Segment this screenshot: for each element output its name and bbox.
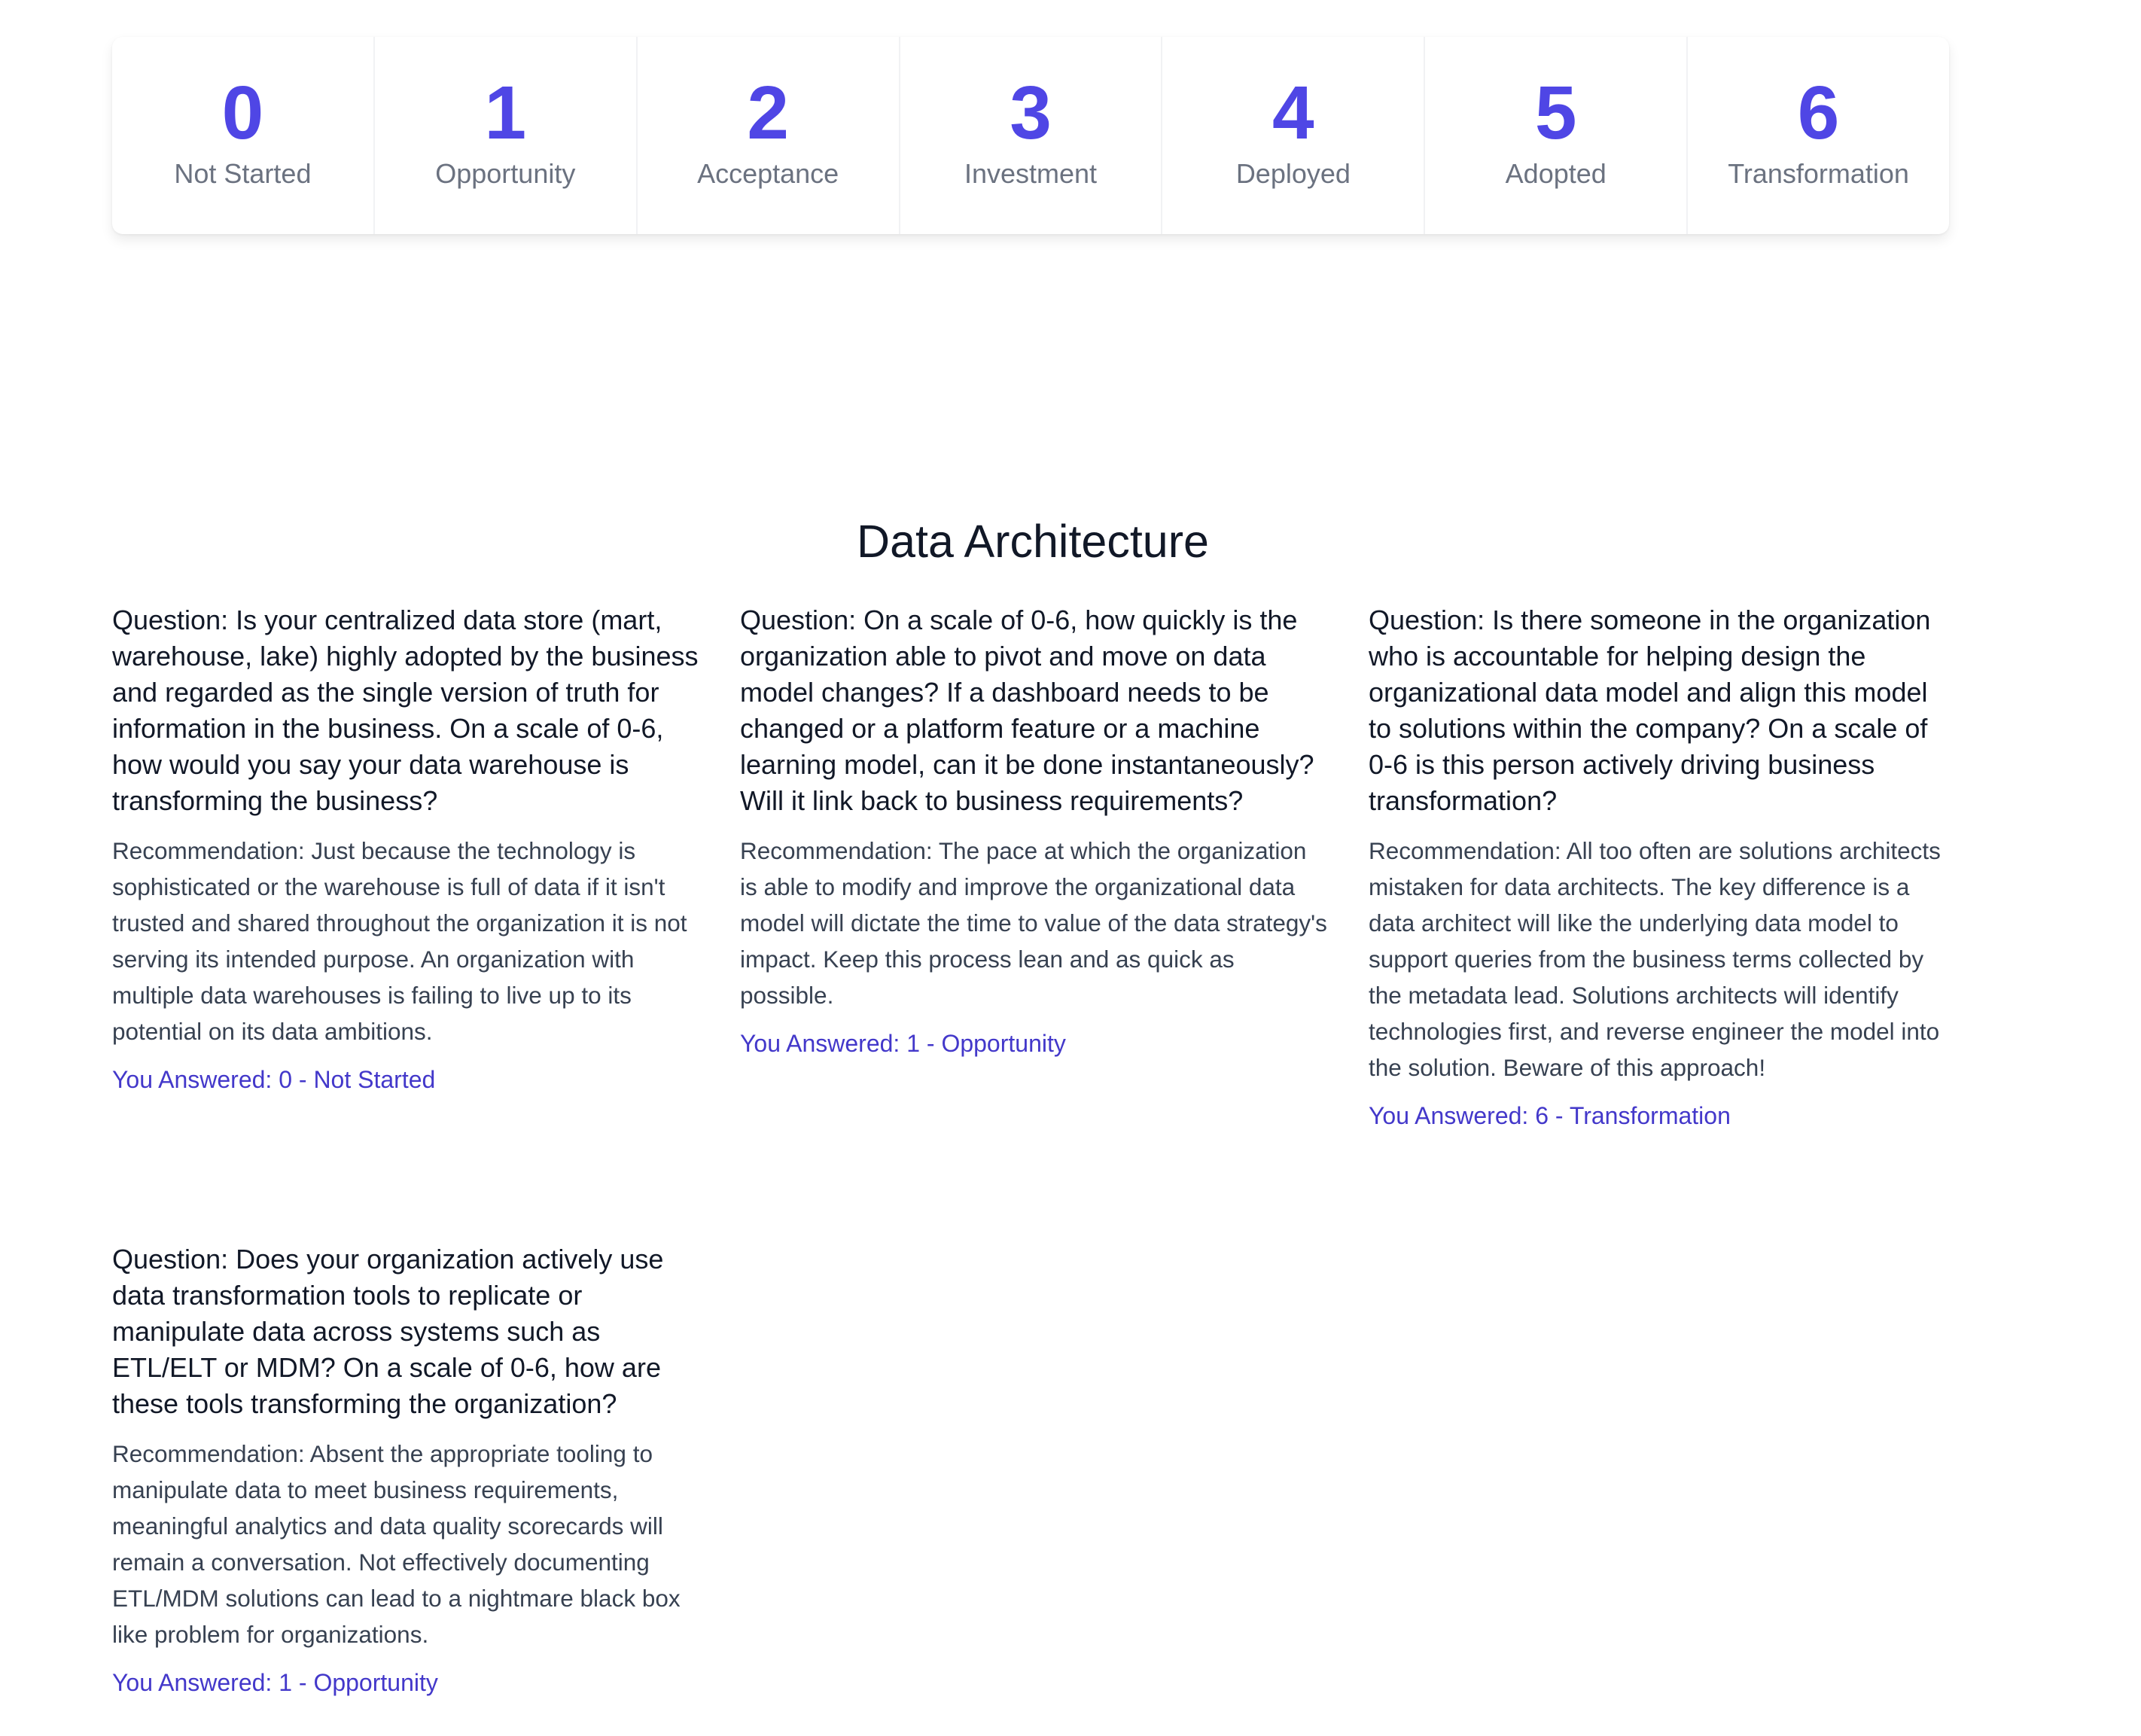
scale-number: 2 xyxy=(747,71,789,155)
scale-number: 5 xyxy=(1534,71,1577,155)
scale-item-4 xyxy=(1161,37,1424,234)
scale-label: Investment xyxy=(964,158,1098,189)
recommendation-text: Recommendation: Just because the technology is sophisticated or the warehouse is full of data if it isn't trusted and shared throughout the organization it is not serving its intended purpose. An organization with multiple data warehouses is failing to live up to its potential on its data ambitions. xyxy=(112,837,687,1045)
scale-number: 1 xyxy=(484,71,527,155)
question-card xyxy=(740,602,1327,1061)
scale-item-1 xyxy=(373,37,636,234)
answer-text: You Answered: 1 - Opportunity xyxy=(740,1030,1066,1057)
scale-label: Opportunity xyxy=(435,158,576,189)
scale-number: 4 xyxy=(1272,71,1314,155)
recommendation-text: Recommendation: Absent the appropriate tooling to manipulate data to meet business requirements, meaningful analytics and data quality scorecards will remain a conversation. Not effectively documenting ETL/MDM solutions can lead to a nightmare black box like problem for organizations. xyxy=(112,1440,681,1648)
answer-text: You Answered: 1 - Opportunity xyxy=(112,1669,438,1696)
question-card xyxy=(112,1241,699,1701)
scale-label: Deployed xyxy=(1235,158,1351,189)
scale-item-5 xyxy=(1424,37,1686,234)
maturity-scale-legend xyxy=(112,37,1949,234)
question-text: Question: Does your organization actively use data transformation tools to replicate or manipulate data across systems such as ETL/ELT or MDM? On a scale of 0-6, how are these tools transforming the organization? xyxy=(112,1244,664,1419)
answer-text: You Answered: 6 - Transformation xyxy=(1369,1102,1731,1129)
scale-item-2 xyxy=(636,37,899,234)
scale-label: Not Started xyxy=(174,158,312,189)
scale-number: 0 xyxy=(221,71,264,155)
scale-item-6 xyxy=(1686,37,1949,234)
question-text: Question: Is your centralized data store (mart, warehouse, lake) highly adopted by the business and regarded as the single version of truth for information in the business. On a scale of 0-6, how would you say your data warehouse is transforming the business? xyxy=(112,605,699,816)
scale-number: 3 xyxy=(1010,71,1052,155)
answer-text: You Answered: 0 - Not Started xyxy=(112,1066,436,1093)
scale-item-0 xyxy=(112,37,373,234)
question-card xyxy=(1369,602,1956,1134)
scale-number: 6 xyxy=(1797,71,1840,155)
scale-item-3 xyxy=(899,37,1162,234)
section-title: Data Architecture xyxy=(857,515,1209,567)
question-text: Question: Is there someone in the organization who is accountable for helping design the organizational data model and align this model to solutions within the company? On a scale of 0-6 is this person actively driving business transformation? xyxy=(1369,605,1931,816)
question-card xyxy=(112,602,699,1098)
recommendation-text: Recommendation: All too often are solutions architects mistaken for data architects. The key difference is a data architect will like the underlying data model to support queries from the business terms collected by the metadata lead. Solutions architects will identify technologies first, and reverse engineer the model into the solution. Beware of this approach! xyxy=(1369,837,1941,1081)
recommendation-text: Recommendation: The pace at which the organization is able to modify and improve the organizational data model will dictate the time to value of the data strategy's impact. Keep this process lean and as quick as possible. xyxy=(740,837,1327,1009)
scale-label: Transformation xyxy=(1728,158,1909,189)
scale-label: Adopted xyxy=(1505,158,1607,189)
question-text: Question: On a scale of 0-6, how quickly is the organization able to pivot and move on data model changes? If a dashboard needs to be changed or a platform feature or a machine learning model, can it be done instantaneously? Will it link back to business requirements? xyxy=(740,605,1314,816)
scale-label: Acceptance xyxy=(697,158,839,189)
